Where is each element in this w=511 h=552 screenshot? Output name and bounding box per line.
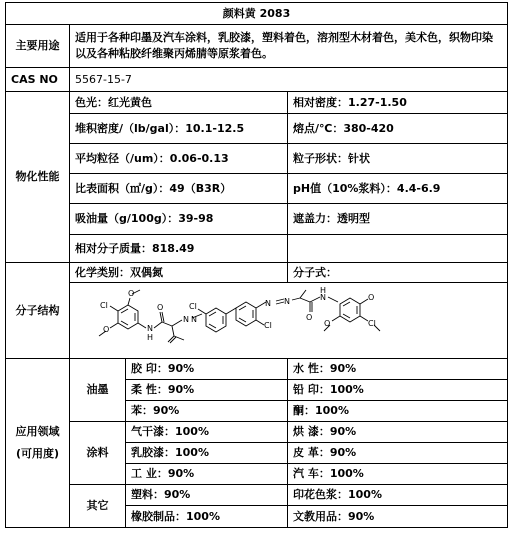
atom-o: O — [368, 292, 375, 302]
applications-label-line1: 应用领域 — [15, 425, 60, 438]
structure-label: 分子结构 — [6, 263, 70, 359]
physchem-left: 吸油量（g/100g）：39-98 — [70, 204, 288, 235]
app-cell: 汽 车：100% — [288, 464, 508, 485]
atom-h: H — [320, 285, 327, 295]
applications-label-line2: (可用度) — [15, 447, 60, 460]
chem-class: 化学类别：双偶氮 — [70, 263, 288, 283]
applications-label — [6, 359, 70, 528]
app-cell: 胶 印：90% — [126, 359, 288, 380]
atom-n: N — [320, 292, 326, 302]
atom-o: O — [128, 288, 135, 298]
app-cell: 乳胶漆：100% — [126, 443, 288, 464]
app-cell: 塑料：90% — [126, 485, 288, 506]
app-cell: 皮 革：90% — [288, 443, 508, 464]
physchem-right: 遮盖力：透明型 — [288, 204, 508, 235]
app-cell: 印花色浆：100% — [288, 485, 508, 506]
atom-n: N — [191, 314, 197, 324]
app-cell: 酮：100% — [288, 401, 508, 422]
formula-label: 分子式： — [288, 263, 508, 283]
physchem-right — [288, 235, 508, 263]
cas-value: 5567-15-7 — [70, 68, 508, 92]
app-cell: 工 业：90% — [126, 464, 288, 485]
physchem-left: 相对分子质量：818.49 — [70, 235, 288, 263]
app-cell: 文教用品：90% — [288, 506, 508, 528]
main-use-text: 适用于各种印墨及汽车涂料，乳胶漆，塑料着色，溶剂型木材着色，美术色，织物印染以及各种粘胶纤维聚丙烯腈等原浆着色。 — [70, 25, 508, 68]
physchem-right: 相对密度：1.27-1.50 — [288, 92, 508, 114]
app-cell: 苯：90% — [126, 401, 288, 422]
app-cell: 气干漆：100% — [126, 422, 288, 443]
atom-n: N — [265, 298, 271, 308]
physchem-right: 粒子形状：针状 — [288, 144, 508, 174]
main-use-label: 主要用途 — [6, 25, 70, 68]
group-name: 油墨 — [70, 359, 126, 422]
app-cell: 铅 印：100% — [288, 380, 508, 401]
spec-table — [5, 2, 508, 528]
group-name: 其它 — [70, 485, 126, 528]
atom-o: O — [103, 324, 110, 334]
page-title: 颜料黄 2083 — [6, 3, 508, 25]
molecular-structure-diagram — [70, 284, 506, 358]
atom-n: N — [284, 296, 290, 306]
atom-h: H — [147, 332, 154, 342]
cas-label: CAS NO — [6, 68, 70, 92]
app-cell: 烘 漆：90% — [288, 422, 508, 443]
structure-cell — [70, 283, 508, 359]
physchem-label: 物化性能 — [6, 92, 70, 263]
physchem-right: 熔点/℃：380-420 — [288, 114, 508, 144]
physchem-left: 色光：红光黄色 — [70, 92, 288, 114]
atom-cl: Cl — [368, 318, 376, 328]
atom-n: N — [183, 314, 189, 324]
atom-cl: Cl — [189, 301, 197, 311]
app-cell: 柔 性：90% — [126, 380, 288, 401]
group-name: 涂料 — [70, 422, 126, 485]
app-cell: 水 性：90% — [288, 359, 508, 380]
atom-o: O — [324, 318, 331, 328]
atom-o: O — [306, 312, 313, 322]
physchem-right: pH值（10%浆料）：4.4-6.9 — [288, 174, 508, 204]
physchem-left: 比表面积（㎡/g）：49（B3R） — [70, 174, 288, 204]
physchem-left: 平均粒径（/um）：0.06-0.13 — [70, 144, 288, 174]
atom-cl: Cl — [264, 320, 272, 330]
app-cell: 橡胶制品：100% — [126, 506, 288, 528]
atom-n: N — [147, 323, 153, 333]
atom-o: O — [157, 302, 164, 312]
physchem-left: 堆积密度/（lb/gal）：10.1-12.5 — [70, 114, 288, 144]
atom-cl: Cl — [100, 300, 108, 310]
